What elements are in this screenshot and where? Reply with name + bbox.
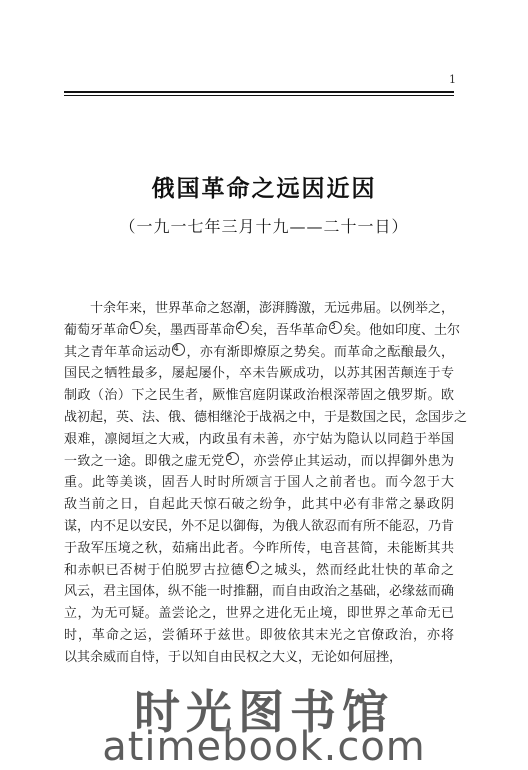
- watermark-chinese: 时光图书馆: [134, 685, 394, 739]
- text-segment: 之城头，然而经此壮快的革命之: [259, 562, 454, 578]
- text-line: [64, 538, 454, 560]
- watermark-english: atimebook.com: [102, 724, 426, 770]
- text-segment: 艰难，凛阋垣之大戒，内政虽有未善，亦宁姑为隐认以同趋于举国: [64, 431, 454, 447]
- text-line: [64, 429, 454, 451]
- text-line: [64, 342, 454, 364]
- text-segment: ，亦尝停止其运动，而以捍御外患为: [239, 453, 454, 469]
- text-line: [64, 494, 454, 516]
- header-rule-thick: [64, 91, 454, 93]
- text-segment: 重。此等美谈，固吾人时时所颂言于国人之前者也。而今忽于大: [64, 475, 454, 491]
- text-line: [64, 451, 454, 473]
- text-segment: 立，为无可疑。盖尝论之，世界之进化无止境，即世界之革命无已: [64, 606, 454, 622]
- chapter-date: （一九一七年三月十九——二十一日）: [119, 217, 409, 236]
- footnote-marker[interactable]: 6: [246, 561, 259, 574]
- text-line: [64, 647, 454, 669]
- text-segment: 矣。他如印度、土尔: [343, 322, 461, 338]
- text-segment: 国民之牺牲最多，屡起屡仆，卒未告厥成功，以苏其困苦颠连于专: [64, 366, 454, 382]
- text-segment: 谋，内不足以安民，外不足以御侮，为俄人欲忍而有所不能忍，乃肯: [64, 518, 455, 534]
- text-segment: ，亦有渐即燎原之势矣。而革命之酝酿最久，: [186, 344, 454, 360]
- text-segment: 时，革命之运，尝循环于兹世。即彼依其末光之官僚政治，亦将: [64, 627, 454, 643]
- text-segment: 葡萄牙革命: [64, 322, 130, 338]
- text-segment: 敌当前之日，自起此天惊石破之纷争，此其中必有非常之暴政阴: [64, 497, 454, 513]
- body-paragraph: [64, 298, 468, 669]
- text-segment: 矣，吾华革命: [250, 322, 329, 338]
- footnote-marker[interactable]: 2: [236, 321, 249, 334]
- text-line: [64, 560, 454, 582]
- text-segment: 制政（治）下之民生者，厥惟宫庭阴谋政治根深蒂固之俄罗斯。欧: [64, 388, 454, 404]
- text-segment: 一致之一途。即俄之虚无党: [64, 453, 225, 469]
- text-segment: 和赤帜已否树于伯脱罗古拉德: [64, 562, 245, 578]
- text-line: [64, 320, 461, 342]
- text-segment: 矣，墨西哥革命: [144, 322, 236, 338]
- chapter-title: 俄国革命之远因近因: [151, 175, 377, 202]
- page-number: 1: [449, 73, 456, 86]
- header-rule-thin: [64, 95, 454, 96]
- text-line: [64, 407, 468, 429]
- text-line: [64, 363, 454, 385]
- text-segment: 十余年来，世界革命之怒潮，澎湃腾激，无远弗届。以例举之，: [90, 301, 455, 316]
- text-line: [64, 603, 454, 625]
- footnote-marker[interactable]: 3: [329, 321, 342, 334]
- footnote-marker[interactable]: 5: [226, 452, 239, 465]
- text-line: [64, 581, 454, 603]
- text-segment: 其之青年革命运动: [64, 344, 172, 360]
- text-line: [64, 625, 454, 647]
- text-segment: 于敌军压境之秋，茹痛出此者。今昨所传，电音甚简，未能断其共: [64, 540, 454, 556]
- text-segment: 战初起，英、法、俄、德相继沦于战祸之中，于是数国之民，念国步之: [64, 409, 468, 425]
- text-line: [64, 472, 454, 494]
- text-segment: 以其余威而自恃，于以知自由民权之大义，无论如何屈挫，: [64, 649, 403, 665]
- text-segment: 风云，君主国体，纵不能一时推翻，而自由政治之基础，必缘兹而确: [64, 584, 455, 600]
- text-line: [64, 298, 454, 320]
- text-line: [64, 516, 454, 538]
- footnote-marker[interactable]: 4: [172, 343, 185, 356]
- text-line: [64, 385, 454, 407]
- footnote-marker[interactable]: 1: [130, 321, 143, 334]
